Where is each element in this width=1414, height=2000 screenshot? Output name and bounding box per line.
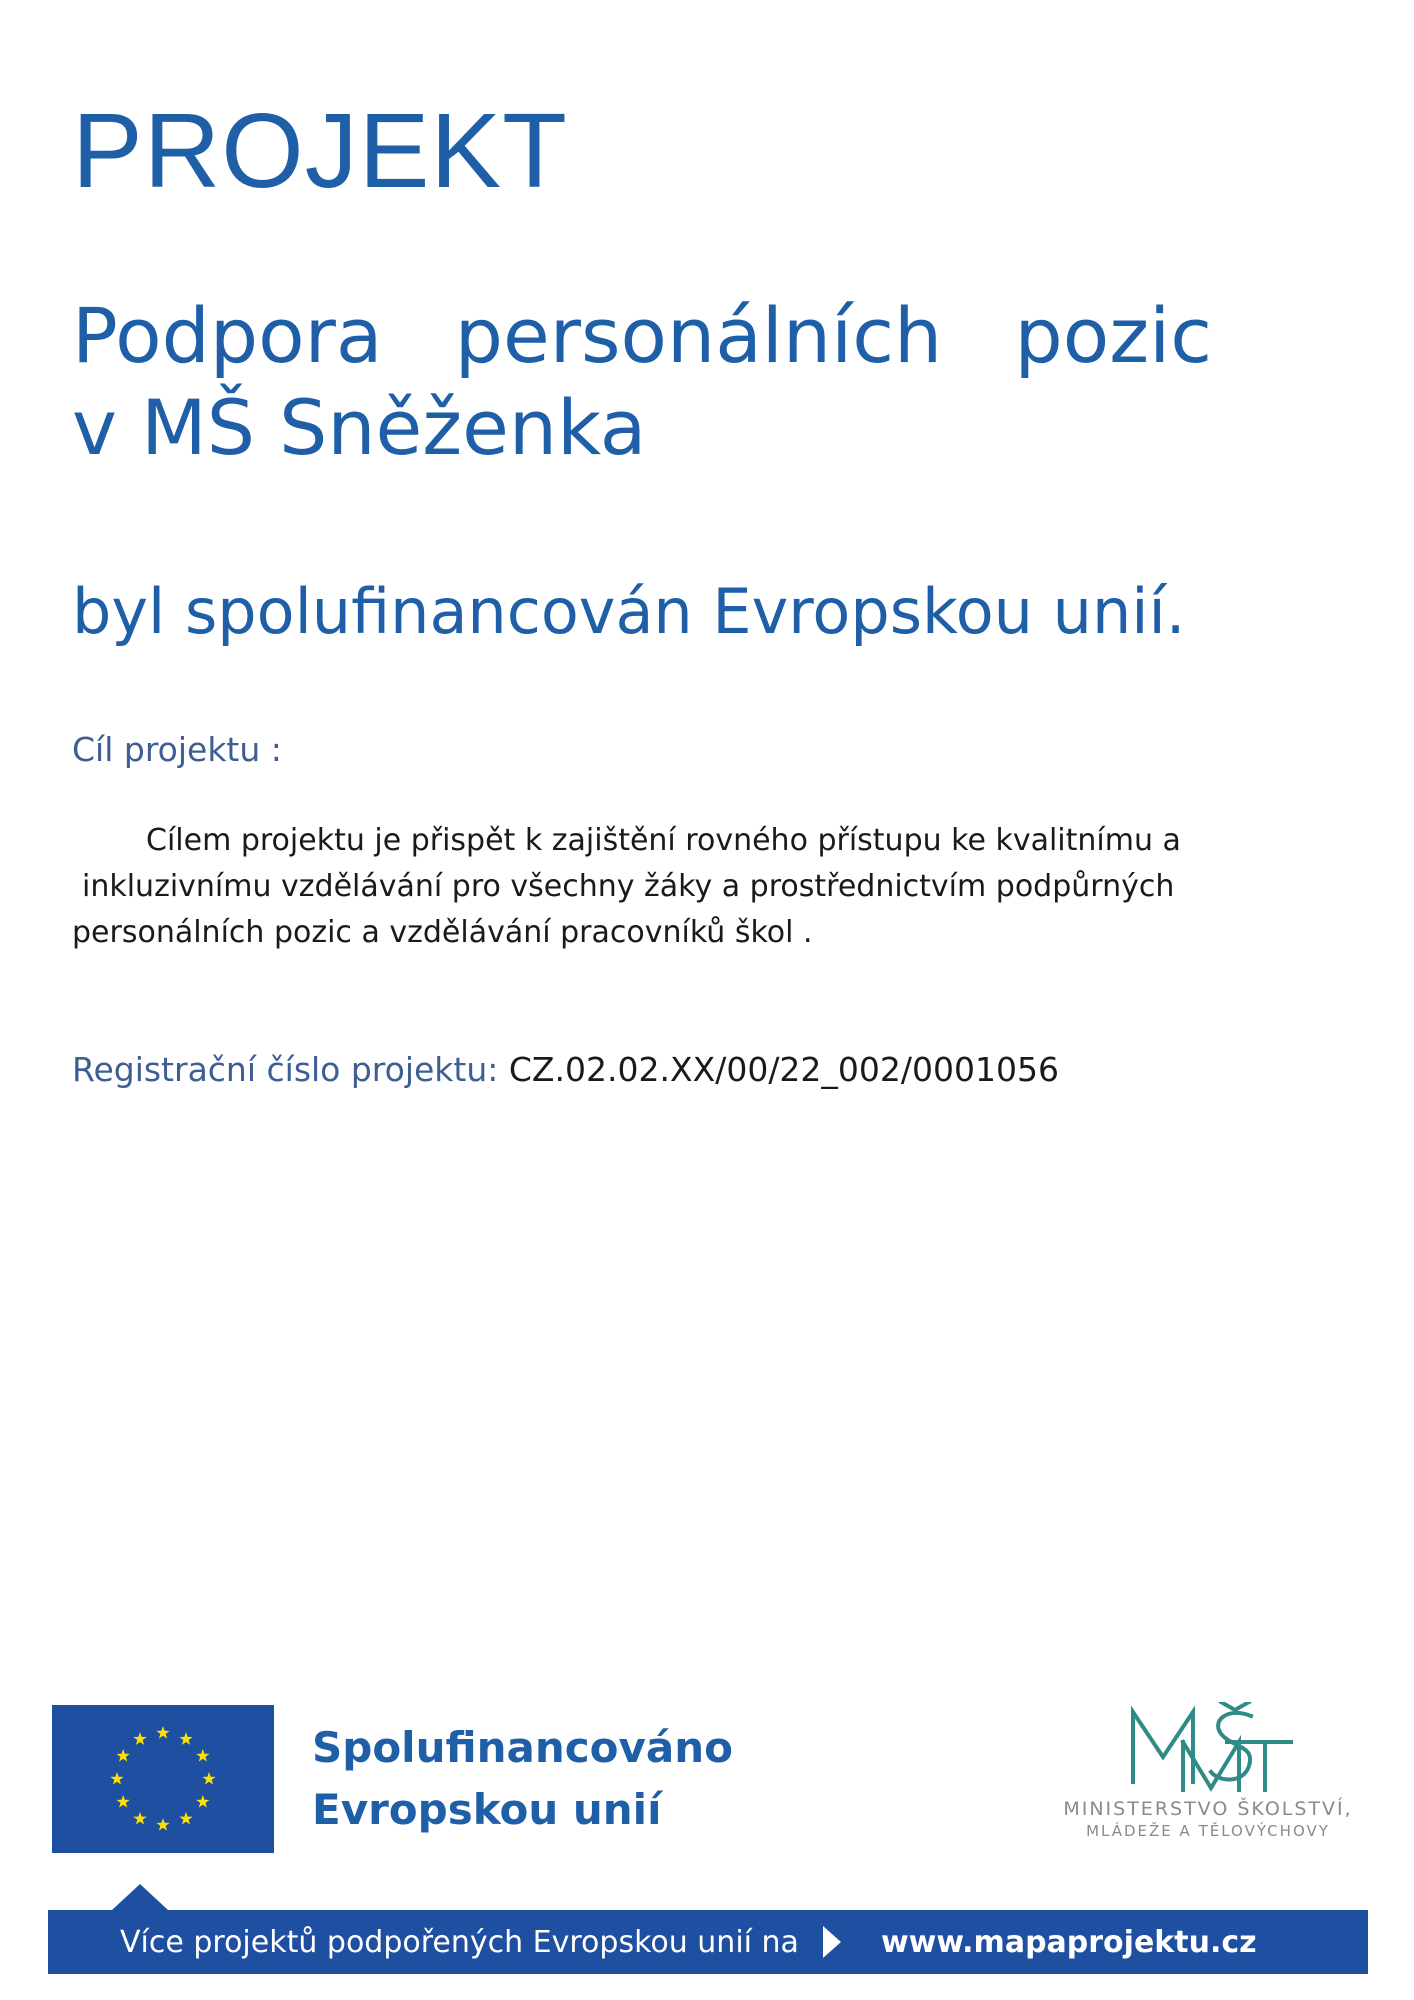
goal-text-line: personálních pozic a vzdělávání pracovníků škol . xyxy=(72,915,813,950)
registration-number xyxy=(72,1050,1059,1089)
arrow-right-icon xyxy=(823,1926,841,1958)
project-name-line1 xyxy=(72,290,1212,382)
msmt-logo-line1: MINISTERSTVO ŠKOLSTVÍ, xyxy=(1063,1798,1353,1820)
goal-text xyxy=(72,818,1192,956)
project-name-line2: v MŠ Sněženka xyxy=(72,383,647,472)
project-name-word: personálních xyxy=(454,291,943,380)
mapaprojektu-link[interactable]: www.mapaprojektu.cz xyxy=(880,1924,1257,1960)
msmt-logo-line2: MLÁDEŽE A TĚLOVÝCHOVY xyxy=(1086,1822,1330,1840)
eu-cofunded-logo xyxy=(52,1705,733,1853)
banner-notch xyxy=(112,1884,168,1910)
msmt-logo xyxy=(1048,1702,1368,1840)
funding-statement: byl spolufinancován Evropskou unií. xyxy=(72,575,1186,648)
goal-text-line: Cílem projektu je přispět k zajištění rovného přístupu ke kvalitnímu a xyxy=(146,823,1181,858)
registration-value: CZ.02.02.XX/00/22_002/0001056 xyxy=(508,1050,1059,1089)
project-name-word: Podpora xyxy=(72,291,383,380)
project-name xyxy=(72,290,1222,474)
registration-label: Registrační číslo projektu: xyxy=(72,1050,499,1089)
eu-logo-line1: Spolufinancováno xyxy=(312,1723,733,1772)
goal-text-line: inkluzivnímu vzdělávání pro všechny žáky a prostřednictvím podpůrných xyxy=(82,869,1175,904)
page-title: PROJEKT xyxy=(72,92,568,210)
bottom-banner xyxy=(48,1910,1368,1974)
project-name-word: pozic xyxy=(1014,291,1212,380)
eu-logo-line2: Evropskou unií xyxy=(312,1785,662,1834)
goal-label: Cíl projektu : xyxy=(72,730,282,769)
eu-logo-text xyxy=(312,1717,733,1841)
eu-flag-icon xyxy=(52,1705,274,1853)
banner-text: Více projektů podpořených Evropskou unií na xyxy=(120,1924,799,1960)
msmt-monogram-icon xyxy=(1123,1702,1293,1792)
